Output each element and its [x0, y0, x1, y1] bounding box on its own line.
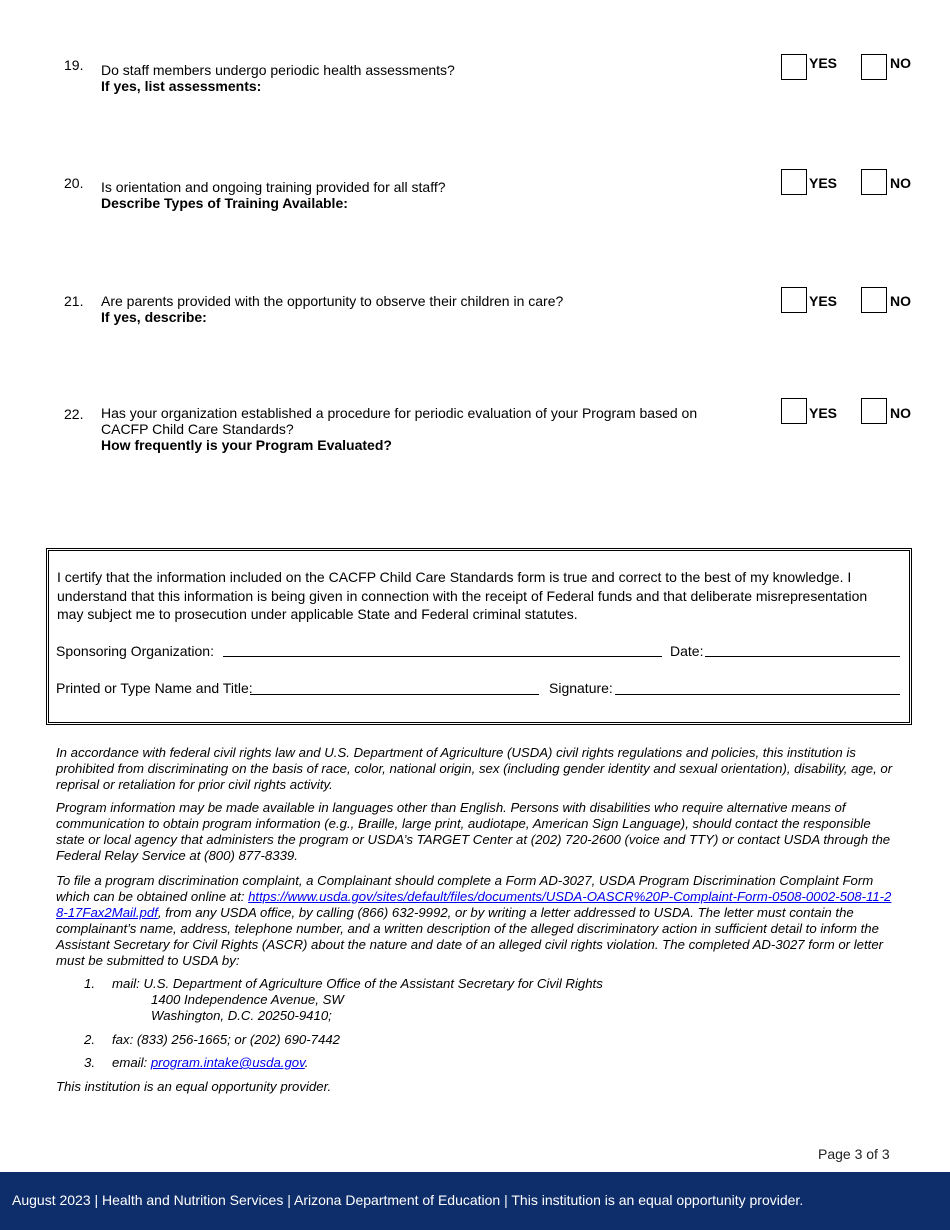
mail-line-1: mail: U.S. Department of Agriculture Office of the Assistant Secretary for Civil Rights	[112, 976, 603, 991]
email-prefix: email:	[112, 1055, 151, 1070]
question-label: Do staff members undergo periodic health assessments?	[101, 62, 455, 78]
certification-box	[46, 548, 912, 725]
no-checkbox[interactable]	[861, 398, 887, 424]
no-checkbox[interactable]	[861, 287, 887, 313]
complaint-form-link[interactable]: https://www.usda.gov/sites/default/files/documents/USDA-OASCR%20P-Complaint-Form-0508-0002-508-11-28-17Fax2Mail.pdf	[56, 889, 892, 920]
date-label: Date:	[670, 643, 704, 659]
yes-checkbox[interactable]	[781, 287, 807, 313]
yes-label: YES	[809, 405, 838, 421]
mail-address	[112, 976, 603, 1024]
question-label: Are parents provided with the opportunity to observe their children in care?	[101, 293, 564, 309]
yes-checkbox[interactable]	[781, 169, 807, 195]
footer-bar	[0, 1172, 950, 1230]
list-item-number: 1.	[84, 976, 95, 991]
date-field[interactable]	[705, 656, 900, 657]
yes-checkbox[interactable]	[781, 54, 807, 80]
question-number: 22.	[64, 406, 84, 422]
question-subprompt: How frequently is your Program Evaluated?	[101, 437, 392, 453]
sponsoring-organization-label: Sponsoring Organization:	[56, 643, 214, 659]
nondiscrimination-paragraph: In accordance with federal civil rights law and U.S. Department of Agriculture (USDA) civil rights regulations and policies, this institution is prohibited from discriminating on the basis of race, color, national origin, sex (including gender identity and sexual orientation), disability, age, or reprisal or retaliation for prior civil rights activity.	[56, 745, 893, 792]
mail-line-2: 1400 Independence Avenue, SW	[151, 992, 344, 1007]
question-text	[101, 405, 711, 453]
printed-name-title-field[interactable]	[250, 694, 539, 695]
certification-statement: I certify that the information included on the CACFP Child Care Standards form is true and correct to the best of my knowledge. I understand that this information is being given in connection with the receipt of Federal funds and that deliberate misrepresentation may subject me to prosecution under applicable State and Federal criminal statutes.	[57, 569, 868, 622]
language-access-paragraph: Program information may be made available in languages other than English. Persons with disabilities who require alternative means of communication to obtain program information (e.g., Braille, large print, audiotape, American Sign Language), should contact the responsible state or local agency that administers the program or USDA’s TARGET Center at (202) 720-2600 (voice and TTY) or contact USDA through the Federal Relay Service at (800) 877-8339.	[56, 800, 891, 863]
question-subprompt: If yes, describe:	[101, 309, 207, 325]
sponsoring-organization-field[interactable]	[223, 656, 662, 657]
question-text	[101, 179, 721, 211]
question-number: 20.	[64, 175, 84, 191]
list-item-number: 3.	[84, 1055, 95, 1070]
yes-label: YES	[809, 175, 838, 191]
question-text	[101, 62, 721, 94]
question-subprompt: If yes, list assessments:	[101, 78, 262, 94]
signature-label: Signature:	[549, 680, 613, 696]
question-label: Has your organization established a procedure for periodic evaluation of your Program based on CACFP Child Care Standards?	[101, 405, 698, 437]
yes-checkbox[interactable]	[781, 398, 807, 424]
list-item-number: 2.	[84, 1032, 95, 1047]
question-number: 19.	[64, 57, 84, 73]
yes-label: YES	[809, 293, 838, 309]
footer-text: August 2023 | Health and Nutrition Services | Arizona Department of Education | This institution is an equal opportunity provider.	[12, 1192, 804, 1208]
yes-label: YES	[809, 55, 838, 71]
printed-name-title-label: Printed or Type Name and Title:	[56, 680, 253, 696]
complaint-paragraph	[56, 873, 896, 969]
question-text	[101, 293, 721, 325]
question-label: Is orientation and ongoing training provided for all staff?	[101, 179, 446, 195]
no-label: NO	[890, 405, 911, 421]
signature-field[interactable]	[615, 694, 900, 695]
complaint-text-start: To file a program discrimination complaint, a Complainant should complete a Form AD-3027, USDA Program Discrimination Complaint Form which can be obtained online at:	[56, 873, 874, 904]
fax-line: fax: (833) 256-1665; or (202) 690-7442	[112, 1032, 340, 1047]
no-label: NO	[890, 175, 911, 191]
no-label: NO	[890, 293, 911, 309]
no-label: NO	[890, 55, 911, 71]
question-subprompt: Describe Types of Training Available:	[101, 195, 348, 211]
mail-line-3: Washington, D.C. 20250-9410;	[151, 1008, 332, 1023]
email-suffix: .	[304, 1055, 309, 1070]
page-number: Page 3 of 3	[818, 1146, 890, 1162]
no-checkbox[interactable]	[861, 169, 887, 195]
email-link[interactable]: program.intake@usda.gov	[150, 1055, 305, 1070]
email-line	[112, 1055, 308, 1071]
equal-opportunity-statement: This institution is an equal opportunity provider.	[56, 1079, 332, 1094]
question-number: 21.	[64, 293, 84, 309]
no-checkbox[interactable]	[861, 54, 887, 80]
complaint-text-end: , from any USDA office, by calling (866) 632-9992, or by writing a letter addressed to USDA. The letter must contain the complainant’s name, address, telephone number, and a written description of the alleged discriminatory action in sufficient detail to inform the Assistant Secretary for Civil Rights (ASCR) about the nature and date of an alleged civil rights violation. The completed AD-3027 form or letter must be submitted to USDA by:	[56, 905, 884, 968]
